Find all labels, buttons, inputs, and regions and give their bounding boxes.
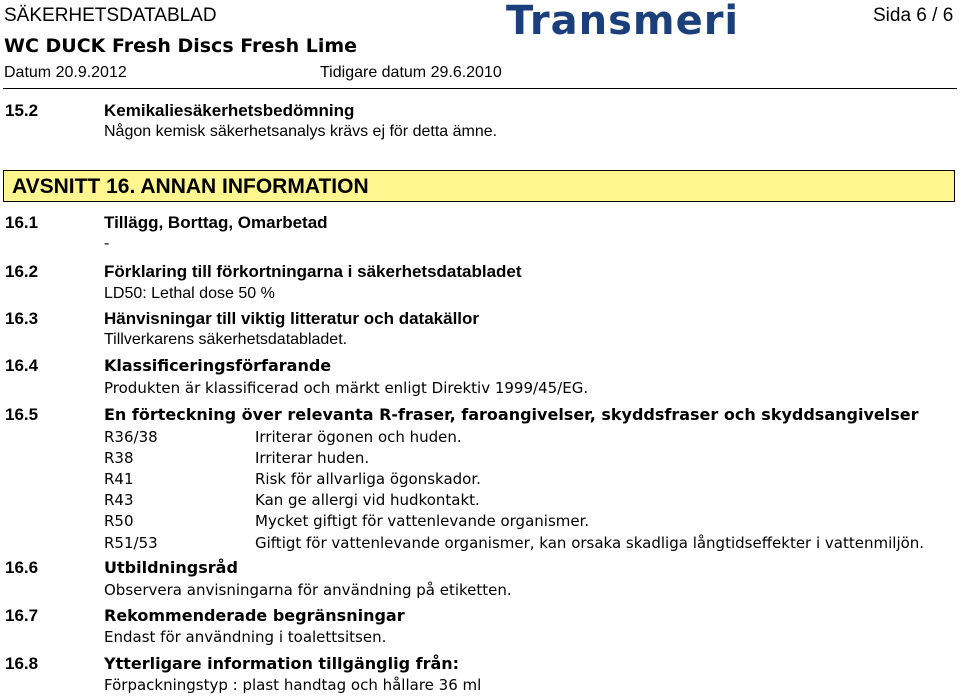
section-16-heading xyxy=(3,170,955,202)
section-text: Observera anvisningarna för användning på etiketten. xyxy=(104,581,512,599)
r-phrase-text: Kan ge allergi vid hudkontakt. xyxy=(255,491,480,509)
section-number: 16.5 xyxy=(5,405,39,424)
r-phrase-code: R43 xyxy=(104,491,134,509)
transmeri-logo-icon xyxy=(506,0,756,42)
section-text: - xyxy=(104,235,110,252)
section-number: 16.1 xyxy=(5,213,39,232)
section-number: 16.3 xyxy=(5,309,39,328)
section-title: Rekommenderade begränsningar xyxy=(104,606,405,625)
section-text: Någon kemisk säkerhetsanalys krävs ej för detta ämne. xyxy=(104,123,498,140)
section-number: 15.2 xyxy=(5,101,39,120)
section-title: Förklaring till förkortningarna i säkerhetsdatabladet xyxy=(104,262,522,281)
r-phrase-text: Irriterar huden. xyxy=(255,449,370,467)
section-title: Klassificeringsförfarande xyxy=(104,356,332,375)
section-title: Hänvisningar till viktig litteratur och datakällor xyxy=(104,309,480,328)
r-phrase-code: R51/53 xyxy=(104,534,158,552)
section-text: Tillverkarens säkerhetsdatabladet. xyxy=(104,331,348,348)
section-title: Utbildningsråd xyxy=(104,558,238,577)
r-phrase-code: R41 xyxy=(104,470,134,488)
section-text: LD50: Lethal dose 50 % xyxy=(104,285,275,302)
section-text: Förpackningstyp : plast handtag och hållare 36 ml xyxy=(104,676,482,694)
section-title: En förteckning över relevanta R-fraser, faroangivelser, skyddsfraser och skyddsangivelser xyxy=(104,405,919,424)
section-number: 16.8 xyxy=(5,654,39,673)
section-title: Ytterligare information tillgänglig från: xyxy=(104,654,460,673)
section-text: Produkten är klassificerad och märkt enligt Direktiv 1999/45/EG. xyxy=(104,379,589,397)
previous-date: Tidigare datum 29.6.2010 xyxy=(320,64,502,81)
document-date: Datum 20.9.2012 xyxy=(4,64,127,81)
section-16-title: AVSNITT 16. ANNAN INFORMATION xyxy=(12,175,369,198)
product-name: WC DUCK Fresh Discs Fresh Lime xyxy=(4,35,358,57)
section-text: Endast för användning i toalettsitsen. xyxy=(104,628,387,646)
r-phrase-code: R50 xyxy=(104,512,134,530)
r-phrase-text: Risk för allvarliga ögonskador. xyxy=(255,470,481,488)
section-number: 16.7 xyxy=(5,606,39,625)
r-phrase-text: Mycket giftigt för vattenlevande organismer. xyxy=(255,512,590,530)
section-title: Tillägg, Borttag, Omarbetad xyxy=(104,213,328,232)
page-number: Sida 6 / 6 xyxy=(873,5,954,26)
section-title: Kemikaliesäkerhetsbedömning xyxy=(104,101,355,120)
r-phrase-code: R38 xyxy=(104,449,134,467)
r-phrase-code: R36/38 xyxy=(104,428,158,446)
r-phrase-text: Irriterar ögonen och huden. xyxy=(255,428,462,446)
svg-text:Transmeri: Transmeri xyxy=(506,0,740,42)
company-logo xyxy=(506,0,756,52)
section-number: 16.2 xyxy=(5,262,39,281)
section-number: 16.4 xyxy=(5,356,39,375)
header-divider xyxy=(3,88,957,89)
document-type: SÄKERHETSDATABLAD xyxy=(4,5,217,26)
section-number: 16.6 xyxy=(5,558,39,577)
r-phrase-text: Giftigt för vattenlevande organismer, kan orsaka skadliga långtidseffekter i vattenmiljön. xyxy=(255,534,925,552)
